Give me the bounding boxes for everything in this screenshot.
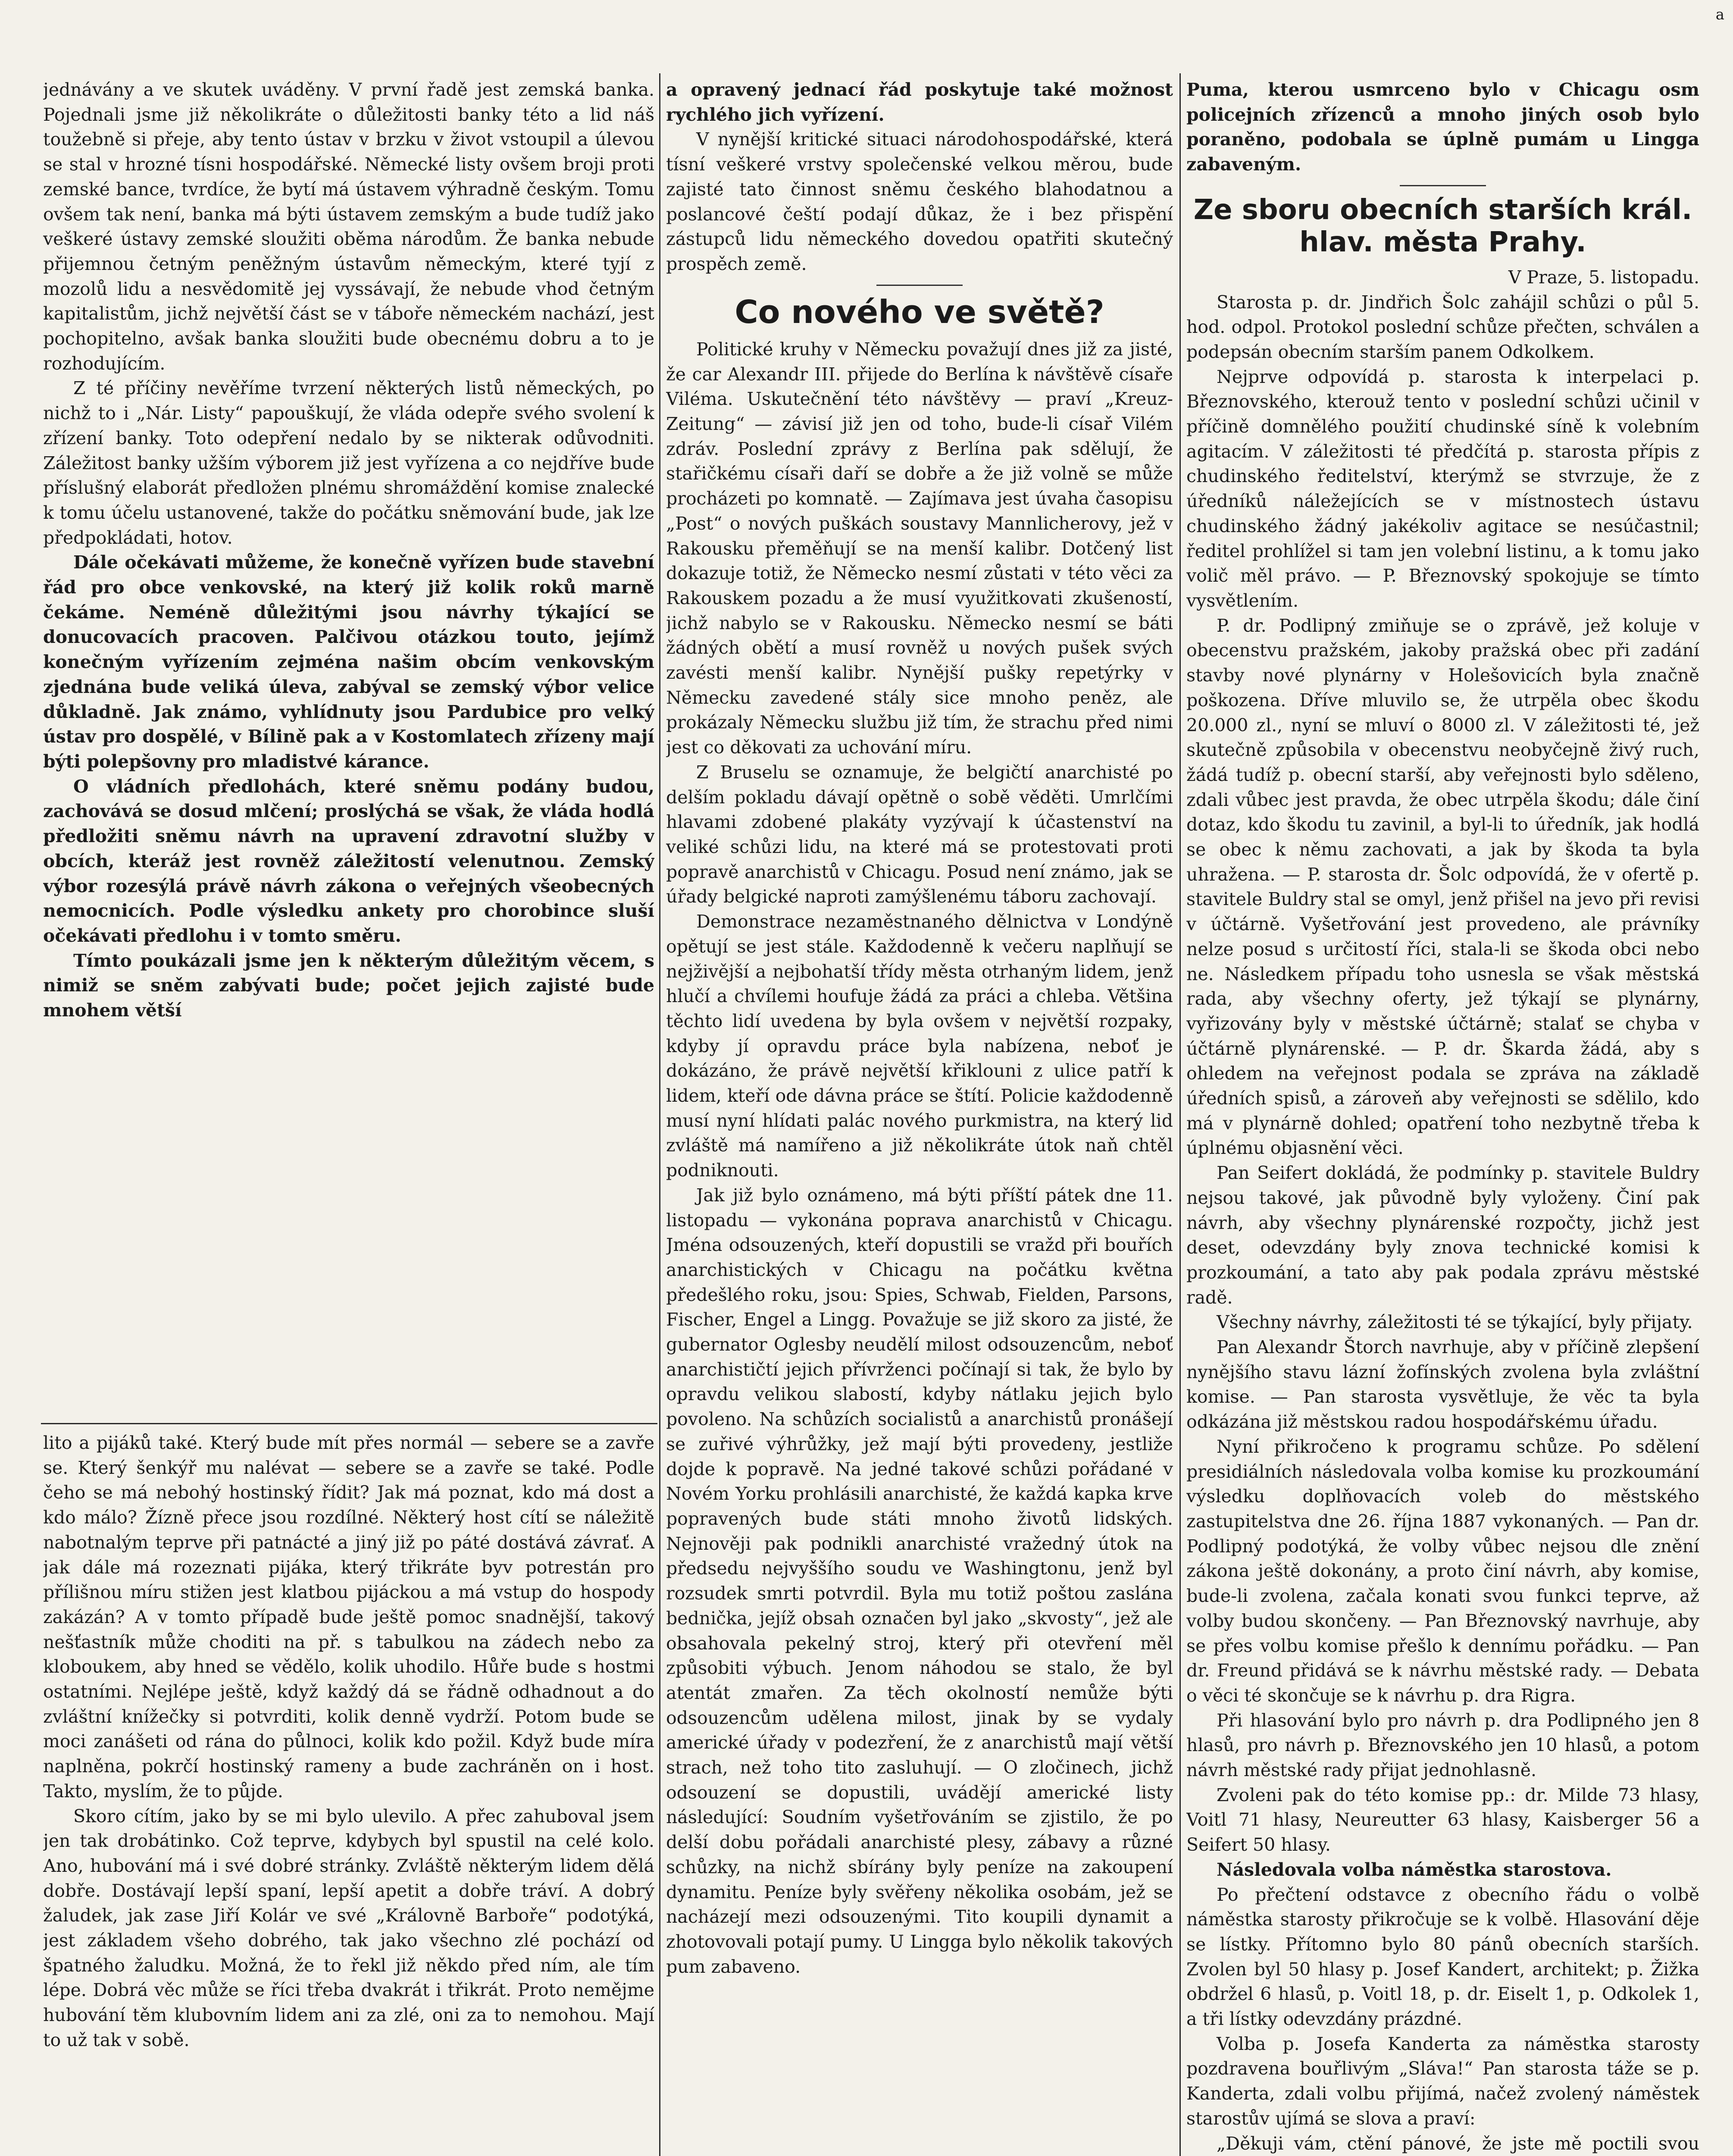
column-1-bottom xyxy=(43,1431,654,2156)
paragraph: Starosta p. dr. Jindřich Šolc zahájil schůzi o půl 5. hod. odpol. Protokol poslední schůze přečten, schválen a podepsán obecním starším panem Odkolkem. xyxy=(1186,291,1699,362)
section-heading: Ze sboru obecních starších král. hlav. města Prahy. xyxy=(1193,194,1692,259)
paragraph: Tímto poukázali jsme jen k některým důležitým věcem, s nimiž se sněm zabývati bude; počet jejich zajisté bude mnohem větší xyxy=(43,950,654,1021)
separator xyxy=(1400,185,1486,186)
paragraph: Demonstrace nezaměstnaného dělnictva v Londýně opětují se jest stále. Každodenně k večeru naplňují se nejživější a nejbohatší třídy města otrhaným lidem, jenž hlučí a chvílemi houfuje žádá za práci a chleba. Většina těchto lidí uvedena by byla ovšem v největší rozpaky, kdyby jí opravdu práce byla nabízena, neboť je dokázáno, že právě největší křiklouni z ulice patří k lidem, kteří ode dávna práce se štítí. Policie každodenně musí nyní hlídati palác nového purkmistra, na který lid zvláště má namířeno a již několikráte útok naň chtěl podniknouti. xyxy=(666,911,1173,1181)
column-2 xyxy=(666,78,1173,2156)
paragraph: Nyní přikročeno k programu schůze. Po sdělení presidiálních následovala volba komise ku prozkoumání výsledku doplňovacích voleb do městského zastupitelstva dne 26. října 1887 vykonaných. — Pan dr. Podlipný podotýká, že volby vůbec nejsou dle znění zákona ještě dokonány, a proto činí návrh, aby komise, bude-li zvolena, začala konati svou funkci teprve, až volby budou skončeny. — Pan Březnovský navrhuje, aby se přes volbu komise přešlo k dennímu pořádku. — Pan dr. Freund přidává se k návrhu městské rady. — Debata o věci té skončuje se k návrhu p. dra Rigra. xyxy=(1186,1436,1699,1706)
paragraph: Jak již bylo oznámeno, má býti příští pátek dne 11. listopadu — vykonána poprava anarchistů v Chicagu. Jména odsouzených, kteří dopustili se vražd při bouřích anarchistických v Chicagu na počátku května předešlého roku, jsou: Spies, Schwab, Fielden, Parsons, Fischer, Engel a Lingg. Považuje se již skoro za jisté, že gubernator Oglesby neudělí milost odsouzencům, neboť anarchističtí jejich přívrženci počínají si tak, že bylo by opravdu velikou slabostí, kdyby nátlaku jejich bylo povoleno. Na schůzích socialistů a anarchistů pronášejí se zuřivé výhrůžky, jež mají býti provedeny, jestliže dojde k popravě. Na jedné takové schůzi pořádané v Novém Yorku prohlásili anarchisté, že každá kapka krve popravených bude státi mnoho životů lidských. Nejnověji pak podnikli anarchisté vražedný útok na předsedu nejvyššího soudu ve Washingtonu, jenž byl rozsudek smrti potvrdil. Byla mu totiž poštou zaslána bednička, jejíž obsah označen byl jako „skvosty“, jež ale obsahovala pekelný stroj, který při otevření měl způsobiti výbuch. Jenom náhodou se stalo, že byl atentát zmařen. Za těch okolností nemůže býti odsouzencům udělena milost, jinak by se vydaly americké úřady v podezření, že z anarchistů mají větší strach, než toho tito zasluhují. — O zločinech, jichž odsouzení se dopustili, uvádějí americké listy následující: Soudním vyšetřováním se zjistilo, že po delší dobu pořádali anarchisté plesy, zábavy a různé schůzky, na nichž sbírány byly peníze na zakoupení dynamitu. Peníze byly svěřeny několika osobám, jež se nacházejí mezi odsouzenými. Tito koupili dynamit a zhotovovali potají pumy. U Lingga bylo několik takových pum zabaveno. xyxy=(666,1185,1173,1977)
paragraph: Následovala volba náměstka starostova. xyxy=(1217,1859,1612,1880)
paragraph: Všechny návrhy, záležitosti té se týkající, byly přijaty. xyxy=(1217,1312,1693,1333)
paragraph: Nejprve odpovídá p. starosta k interpelaci p. Březnovského, kterouž tento v poslední schůzi učinil v příčině domnělého použití chudinské síně k volebním agitacím. V záležitosti té předčítá p. starosta přípis z chudinského ředitelství, kterýmž se stvrzuje, že z úředníků náležejících se v místnostech ústavu chudinského žádný jakékoliv agitace se nesúčastnil; ředitel prohlížel si tam jen volební listinu, a k tomu jako volič měl právo. — P. Březnovský spokojuje se tímto vysvětlením. xyxy=(1186,366,1699,611)
paragraph: Volba p. Josefa Kanderta za náměstka starosty pozdravena bouřlivým „Sláva!“ Pan starosta táže se p. Kanderta, zdali volbu přijímá, načež zvolený náměstek starostův ujímá se slova a praví: xyxy=(1186,2033,1699,2129)
column-rule-1 xyxy=(659,73,660,2156)
paragraph: Z té příčiny nevěříme tvrzení některých listů německých, po nichž to i „Nár. Listy“ papouškují, že vláda odepře svého svolení k zřízení banky. Toto odepření nedalo by se nikterak odůvodniti. Záležitost banky užším výborem již jest vyřízena a co nejdříve bude příslušný elaborát předložen plnému shromáždění komise znalecké k tomu účelu ustanovené, takže do počátku sněmování bude, jak lze předpokládati, hotov. xyxy=(43,378,654,548)
paragraph: Pan Alexandr Štorch navrhuje, aby v příčině zlepšení nynějšího stavu lázní žofínských zvolena byla zvláštní komise. — Pan starosta vysvětluje, že věc ta byla odkázána již městskou radou hospodářskému úřadu. xyxy=(1186,1337,1699,1432)
column-3 xyxy=(1186,78,1699,2156)
paragraph: Při hlasování bylo pro návrh p. dra Podlipného jen 8 hlasů, pro návrh p. Březnovského jen 10 hlasů, a potom návrh městské rady přijat jednohlasně. xyxy=(1186,1710,1699,1781)
dateline: V Praze, 5. listopadu. xyxy=(1508,266,1699,288)
paragraph: Zvoleni pak do této komise pp.: dr. Milde 73 hlasy, Voitl 71 hlasy, Neureutter 63 hlasy, Kaisberger 56 a Seifert 50 hlasy. xyxy=(1186,1784,1699,1855)
paragraph: Puma, kterou usmrceno bylo v Chicagu osm policejních zřízenců a mnoho jiných osob bylo poraněno, podobala se úplně pumám u Lingga zabaveným. xyxy=(1186,79,1699,175)
paragraph: Dále očekávati můžeme, že konečně vyřízen bude stavební řád pro obce venkovské, na který již kolik roků marně čekáme. Neméně důležitými jsou návrhy týkající se donucovacích pracoven. Palčivou otázkou touto, jejímž konečným vyřízením zejména našim obcím venkovským zjednána bude veliká úleva, zabýval se zemský výbor velice důkladně. Jak známo, vyhlídnuty jsou Pardubice pro velký ústav pro dospělé, v Bílině pak a v Kostomlatech zřízeny mají býti polepšovny pro mladistvé kárance. xyxy=(43,552,654,772)
separator xyxy=(876,285,963,286)
paragraph: Z Bruselu se oznamuje, že belgičtí anarchisté po delším pokladu dávají opětně o sobě věděti. Umrlčími hlavami zdobené plakáty vyzývají k účastenství na veliké schůzi lidu, na které má se protestovati proti popravě anarchistů v Chicagu. Posud není známo, jak se úřady belgické naproti zamýšlenému táboru zachovají. xyxy=(666,761,1173,907)
section-rule xyxy=(41,1423,657,1424)
page-marker: a xyxy=(1715,6,1724,23)
paragraph: lito a pijáků také. Který bude mít přes normál — sebere se a zavře se. Který šenkýř mu nalévat — sebere se a zavře se také. Podle čeho se má nebohý hostinský řídit? Jak má poznat, kdo má dost a kdo málo? Žízně přece jsou rozdílné. Některý host cítí se náležitě nabotnalým teprve při patnácté a jiný již po páté dostává závrať. A jak dále má rozeznati pijáka, který třikráte byv potrestán pro přílišnou míru stižen jest klatbou pijáckou a má vstup do hospody zakázán? A v tomto případě bude ještě pomoc snadnější, takový nešťastník může choditi na př. s tabulkou na zádech nebo za kloboukem, aby hned se vědělo, kolik uhodilo. Hůře bude s hostmi ostatními. Nejlépe ještě, když každý dá se řádně odhadnout a do zvláštní knížečky si potvrditi, kolik denně vydrží. Potom bude se moci zanášeti od rána do půlnoci, kolik kdo požil. Když bude míra naplněna, pokrčí hostinský rameny a bude zachráněn on i host. Takto, myslím, že to půjde. xyxy=(43,1432,654,1802)
column-rule-2 xyxy=(1179,73,1181,2156)
paragraph: „Děkuji vám, ctění pánové, že jste mě poctili svou xyxy=(1217,2133,1699,2154)
paragraph: a opravený jednací řád poskytuje také možnost rychlého jich vyřízení. xyxy=(666,79,1173,125)
paragraph: Po přečtení odstavce z obecního řádu o volbě náměstka starosty přikročuje se k volbě. Hlasování děje se lístky. Přítomno bylo 80 pánů obecních starších. Zvolen byl 50 hlasy p. Josef Kandert, architekt; p. Žižka obdržel 6 hlasů, p. Voitl 18, p. dr. Eiselt 1, p. Odkolek 1, a tři lístky odevzdány prázdné. xyxy=(1186,1884,1699,2030)
paragraph: O vládních předlohách, které sněmu podány budou, zachovává se dosud mlčení; proslýchá se však, že vláda hodlá předložiti sněmu návrh na upravení zdravotní služby v obcích, kteráž jest rovněž záležitostí velenutnou. Zemský výbor rozesýlá právě návrh zákona o veřejných všeobecných nemocnicích. Podle výsledku ankety pro chorobince sluší očekávati předlohu i v tomto směru. xyxy=(43,776,654,946)
column-1-top xyxy=(43,78,654,1416)
paragraph: Politické kruhy v Německu považují dnes již za jisté, že car Alexandr III. přijede do Berlína k návštěvě císaře Viléma. Uskutečnění této návštěvy — praví „Kreuz-Zeitung“ — závisí již jen od toho, bude-li císař Vilém zdráv. Poslední zprávy z Berlína pak sdělují, že stařičkému císaři daří se dobře a že již volně se může procházeti po komnatě. — Zajímava jest úvaha časopisu „Post“ o nových puškách soustavy Mannlicherovy, jež v Rakousku přeměňují se na menší kalibr. Dotčený list dokazuje totiž, že Německo nesmí zůstati v této věci za Rakouskem pozadu a že musí využitkovati zkušeností, jichž nabylo se v Rakousku. Německo nesmí se báti žádných obětí a musí rovněž u nových pušek svých zavésti menší kalibr. Nynější pušky repetýrky v Německu zavedené stály sice mnoho peněz, ale prokázaly Německu službu již tím, že strachu před nimi jest co děkovati za uchování míru. xyxy=(666,338,1173,758)
paragraph: P. dr. Podlipný zmiňuje se o zprávě, jež koluje v obecenstvu pražském, jakoby pražská obec při zadání stavby nové plynárny v Holešovicích byla značně poškozena. Dříve mluvilo se, že utrpěla obec škodu 20.000 zl., nyní se mluví o 8000 zl. V záležitosti té, jež skutečně způsobila v obecenstvu neobyčejně živý ruch, žádá tudíž p. obecní starší, aby veřejnosti bylo sděleno, zdali vůbec jest pravda, že obec utrpěla škodu; dále činí dotaz, kdo škodu tu zavinil, a byl-li to úředník, jak hodlá se obec k němu zachovati, a jak by škoda ta byla uhražena. — P. starosta dr. Šolc odpovídá, že v ofertě p. stavitele Buldry stal se omyl, jenž přišel na jevo při revisi v účtárně. Vyšetřování jest provedeno, ale právníky nelze posud s určitostí říci, stala-li se škoda obci nebo ne. Následkem případu toho usnesla se však městská rada, aby všechny oferty, jež týkají se plynárny, vyřizovány byly v městské účtárně; stalať se chyba v účtárně plynárenské. — P. dr. Škarda žádá, aby s ohledem na veřejnost podala se zpráva na základě úředních spisů, a zároveň aby veřejnosti se sdělilo, kdo má v plynárně dohled; opatření toho nezbytně třeba k úplnému objasnění věci. xyxy=(1186,615,1699,1159)
paragraph: Skoro cítím, jako by se mi bylo ulevilo. A přec zahuboval jsem jen tak drobátinko. Což teprve, kdybych byl spustil na celé kolo. Ano, hubování má i své dobré stránky. Zvláště některým lidem dělá dobře. Dostávají lepší spaní, lepší apetit a dobře tráví. A dobrý žaludek, jak zase Jiří Kolár ve své „Královně Barboře“ podotýká, jest základem všeho dobrého, tak jako všechno zlé pochází od špatného žaludku. Možná, že to řekl již někdo před ním, ale tím lépe. Dobrá věc může se říci třeba dvakrát i třikrát. Proto nemějme hubování těm klubovním lidem ani za zlé, oni za to nemohou. Mají to už tak v sobě. xyxy=(43,1805,654,2050)
paragraph: Pan Seifert dokládá, že podmínky p. stavitele Buldry nejsou takové, jak původně byly vyloženy. Činí pak návrh, aby všechny plynárenské rozpočty, jichž jest deset, odevzdány byly znova technické komisi k prozkoumání, a tato aby pak podala zprávu městské radě. xyxy=(1186,1163,1699,1308)
paragraph: V nynější kritické situaci národohospodářské, která tísní veškeré vrstvy společenské velkou měrou, bude zajisté tato činnost sněmu českého blahodatnou a poslancové čeští podají důkaz, že i bez přispění zástupců lidu německého dovedou opatřiti skutečný prospěch země. xyxy=(666,129,1173,274)
paragraph: jednávány a ve skutek uváděny. V první řadě jest zemská banka. Pojednali jsme již několikráte o důležitosti banky této a lid náš toužebně si přeje, aby tento ústav v brzku v život vstoupil a úlevou se stal v hrozné tísni hospodářské. Německé listy ovšem broji proti zemské bance, tvrdíce, že bytí má ústavem výhradně českým. Tomu ovšem tak není, banka má býti ústavem zemským a bude tudíž jako veškeré ústavy zemské sloužiti oběma národům. Že banka nebude přijemnou četným peněžným ústavům německým, které tyjí z mozolů lidu a nesvědomitě jej vyssávají, že nebude vhod četným kapitalistům, jichž největší část se v táboře německém nachází, jest pochopitelno, avšak banka sloužiti bude obecnému dobru a to je rozhodujícím. xyxy=(43,79,654,374)
section-heading: Co nového ve světě? xyxy=(735,293,1104,331)
